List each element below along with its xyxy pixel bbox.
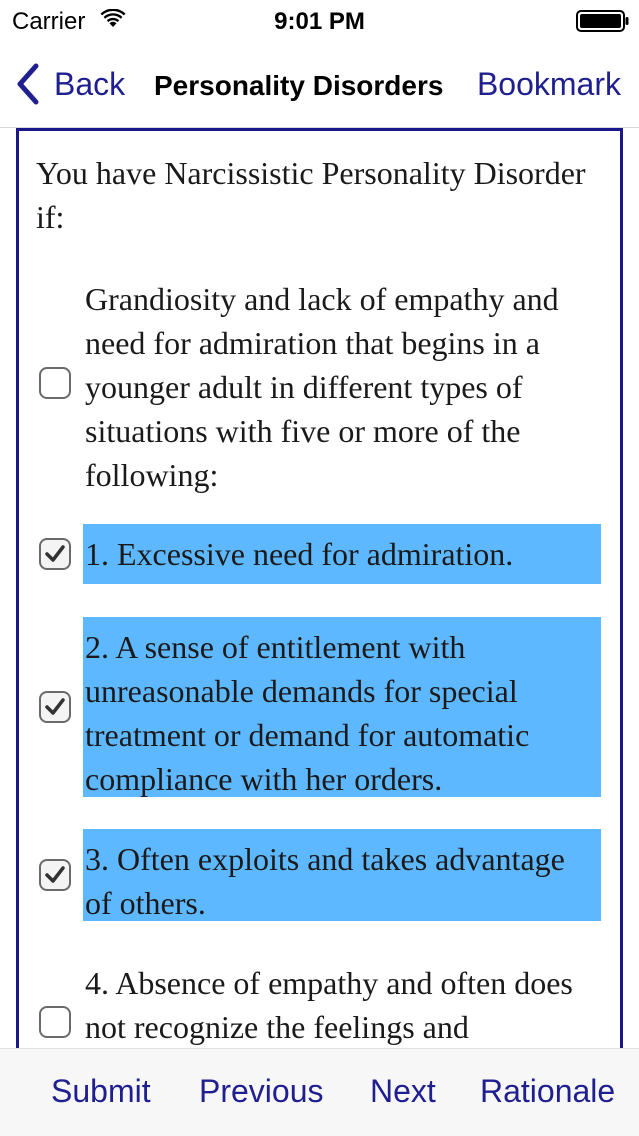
navigation-bar <box>0 40 639 128</box>
answer-checkbox[interactable] <box>39 1006 71 1038</box>
back-label: Back <box>54 65 126 102</box>
submit-button[interactable]: Submit <box>51 1073 151 1109</box>
page-title: Personality Disorders <box>154 70 444 101</box>
answer-text: 1. Excessive need for admiration. <box>83 524 601 584</box>
answer-option[interactable] <box>19 269 620 497</box>
answer-text: Grandiosity and lack of empathy and need for admiration that begins in a younger adult in different types of situations with five or more of the following: <box>85 281 559 493</box>
carrier-label: Carrier <box>12 8 86 35</box>
checkmark-icon <box>44 696 66 718</box>
answer-text: 4. Absence of empathy and often does not recognize the feelings and <box>85 965 573 1045</box>
checkmark-icon <box>44 864 66 886</box>
answer-option[interactable] <box>19 953 620 1048</box>
status-bar <box>0 0 639 40</box>
question-panel[interactable] <box>16 128 623 1048</box>
answer-checkbox[interactable] <box>39 691 71 723</box>
answer-checkbox[interactable] <box>39 859 71 891</box>
clock: 9:01 PM <box>274 8 365 35</box>
bottom-toolbar <box>0 1048 639 1136</box>
answer-text: 2. A sense of entitlement with unreasonable demands for special treatment or demand for automatic compliance with her orders. <box>83 617 601 797</box>
answer-checkbox[interactable] <box>39 367 71 399</box>
checkmark-icon <box>44 543 66 565</box>
answer-option[interactable] <box>19 829 620 921</box>
back-button[interactable] <box>14 62 125 106</box>
rationale-button[interactable]: Rationale <box>480 1073 616 1109</box>
bookmark-button[interactable]: Bookmark <box>476 66 621 102</box>
previous-button[interactable]: Previous <box>199 1073 324 1109</box>
answer-option[interactable] <box>19 524 620 584</box>
next-button[interactable]: Next <box>370 1073 436 1109</box>
chevron-left-icon <box>14 62 42 106</box>
question-text: You have Narcissistic Personality Disorder if: <box>36 155 586 235</box>
battery-icon <box>576 10 630 32</box>
answer-text: 3. Often exploits and takes advantage of others. <box>83 829 601 921</box>
answer-checkbox[interactable] <box>39 538 71 570</box>
answer-option[interactable] <box>19 617 620 797</box>
